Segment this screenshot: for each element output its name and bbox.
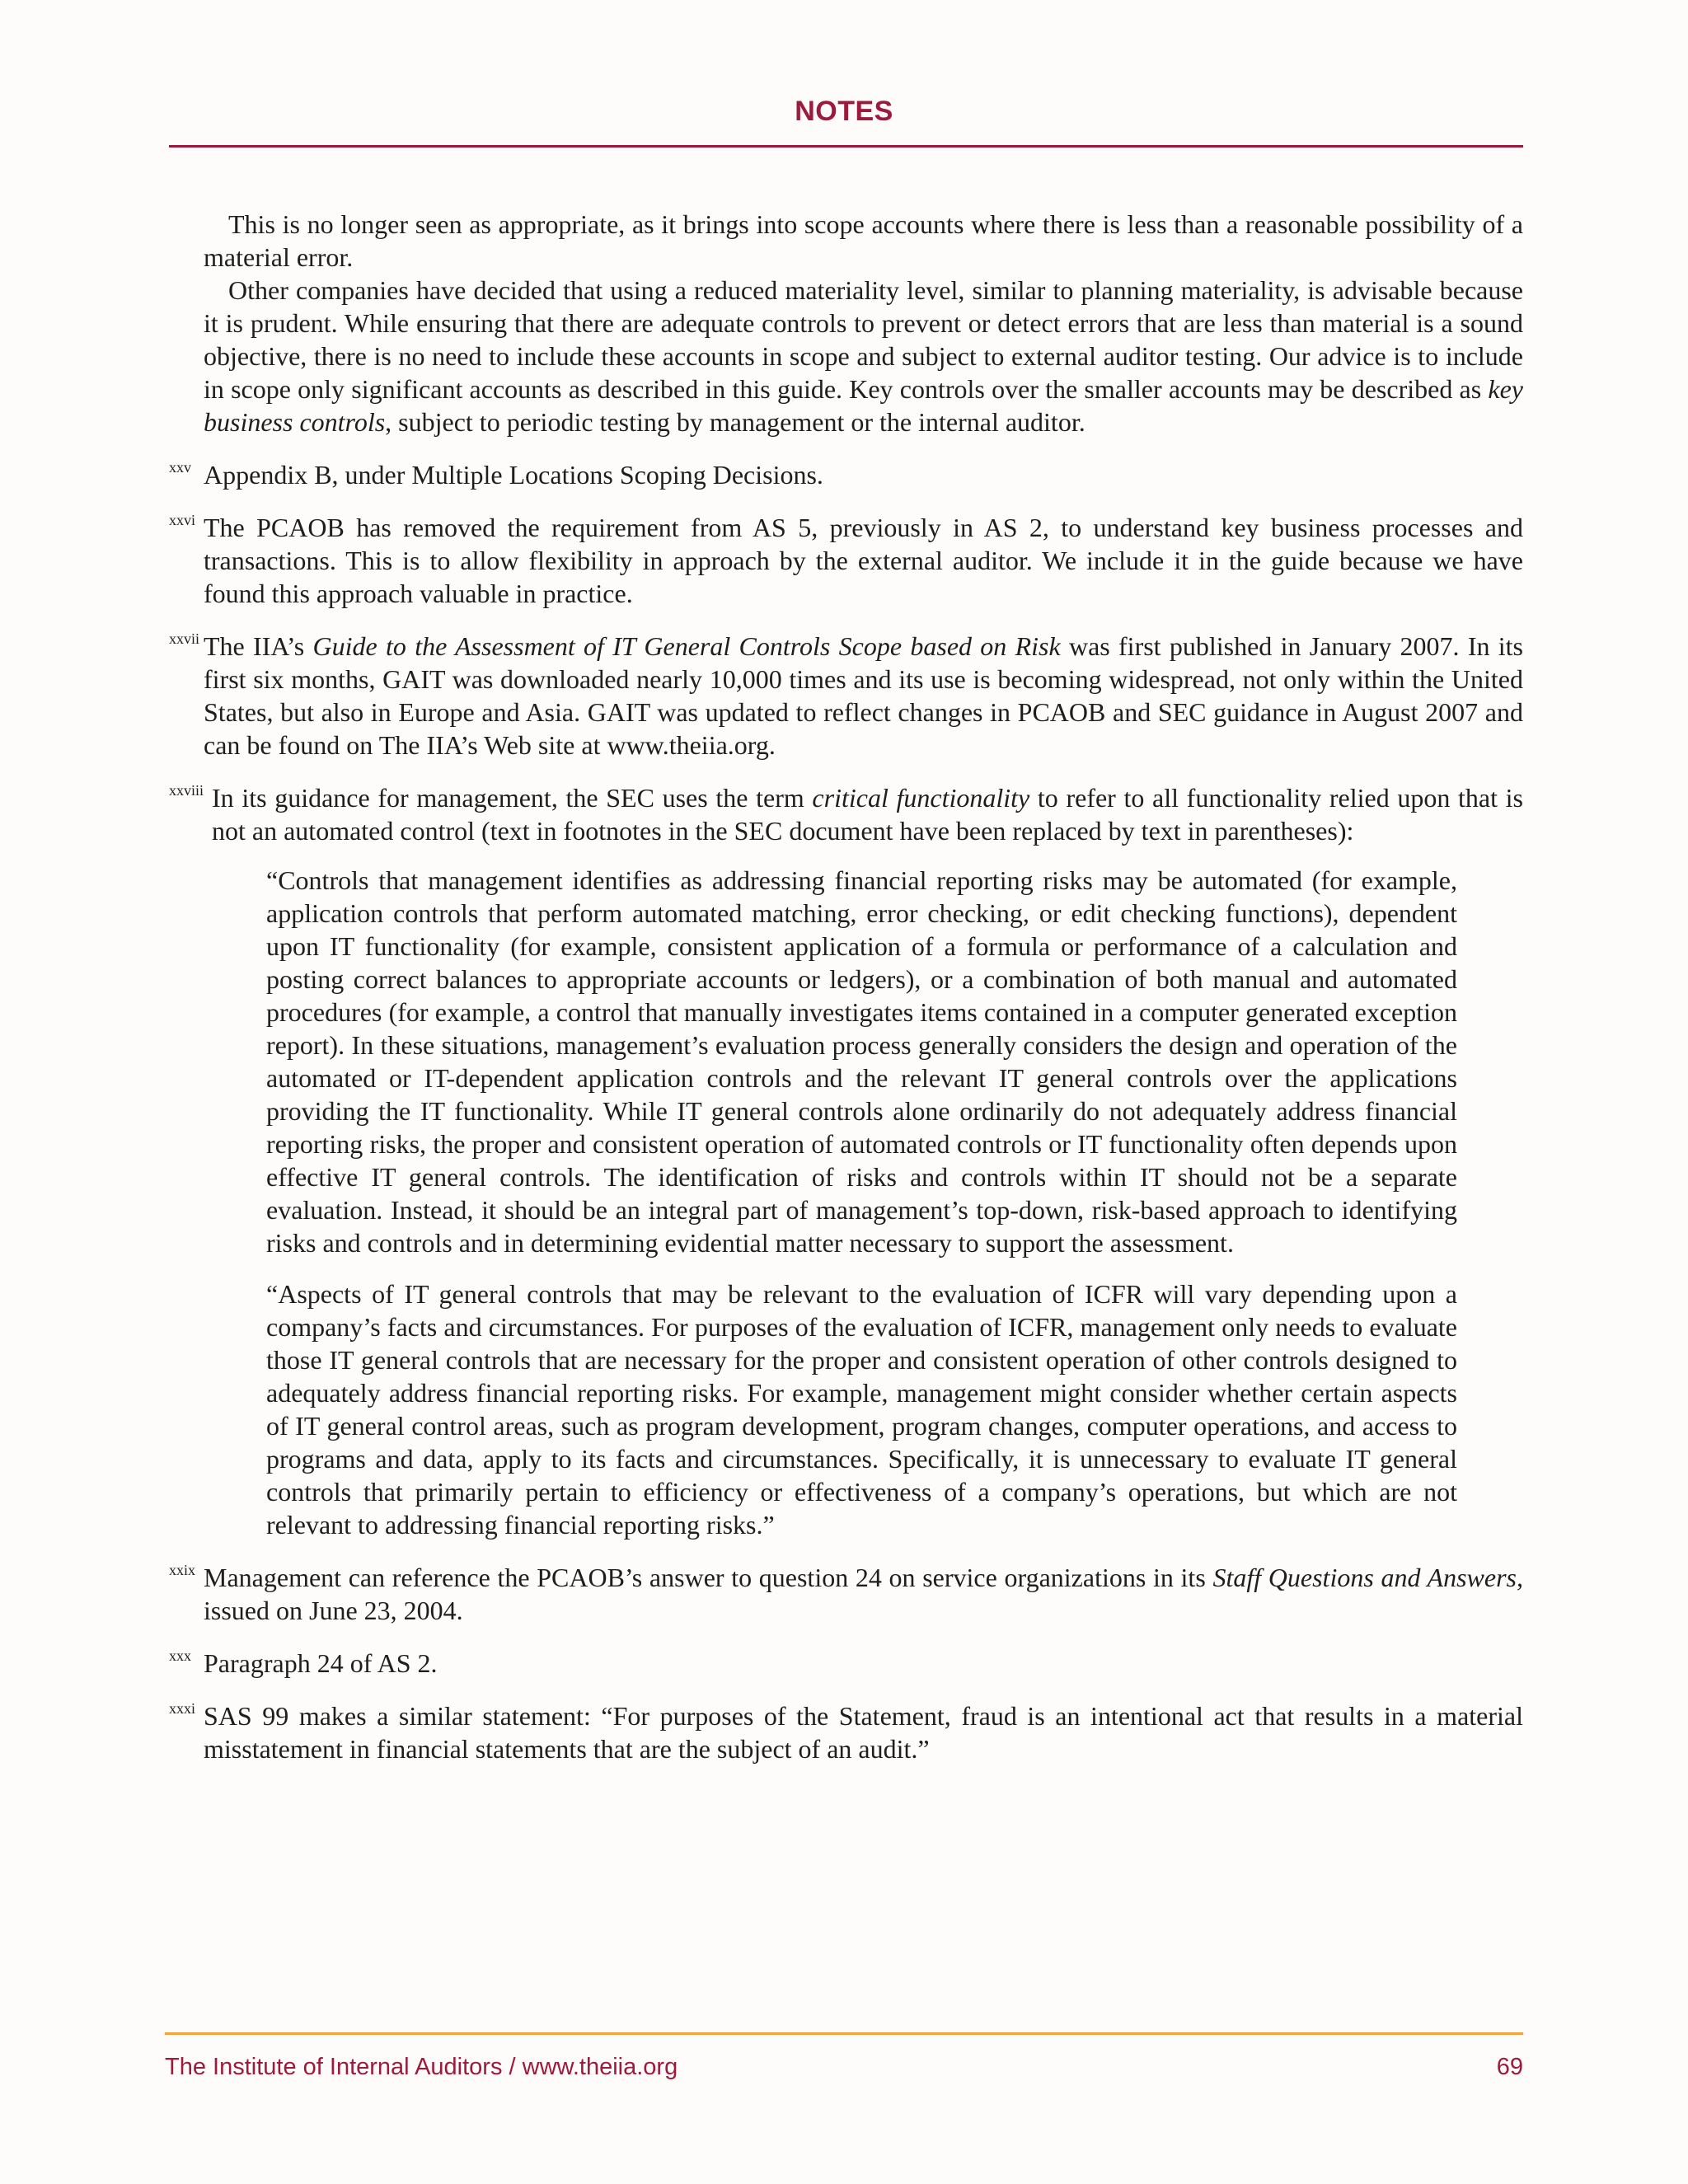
quote-paragraph-2: “Aspects of IT general controls that may be relevant to the evaluation of ICFR will vary depending upon a company’s facts and circumstances. For purposes of the evaluation of ICFR, management only needs to evaluate those IT general controls that are necessary for the proper and consistent operation of other controls designed to adequately address financial reporting risks. For example, management might consider whether certain aspects of IT general control areas, such as program development, program changes, computer operations, and access to programs and data, apply to its facts and circumstances. Specifically, it is unnecessary to evaluate IT general controls that primarily pertain to efficiency or effectiveness of a company’s operations, but which are not relevant to addressing financial reporting risks.” bbox=[266, 1279, 1457, 1540]
gait-guide-title: Guide to the Assessment of IT General Controls Scope based on Risk bbox=[312, 631, 1061, 661]
endnote-marker: xxviii bbox=[169, 782, 204, 799]
endnote-text: SAS 99 makes a similar statement: “For purposes of the Statement, fraud is an intentional act that results in a material misstatement in financial statements that are the subject of an audit.” bbox=[204, 1701, 1523, 1764]
endnote-marker: xxxi bbox=[169, 1700, 196, 1717]
footer-source: The Institute of Internal Auditors / www.theiia.org bbox=[165, 2054, 678, 2080]
endnote-xxvi bbox=[169, 511, 1523, 610]
endnote-marker: xxvi bbox=[169, 512, 196, 528]
endnote-text-lead: In its guidance for management, the SEC uses the term bbox=[212, 783, 813, 813]
endnote-text bbox=[212, 781, 1523, 847]
quote-paragraph-1: “Controls that management identifies as addressing financial reporting risks may be automated (for example, application controls that perform automated matching, error checking, or edit checking functions), dependent upon IT functionality (for example, consistent application of a formula or performance of a calculation and posting correct balances to appropriate accounts or ledgers), or a combination of both manual and automated procedures (for example, a control that manually investigates items contained in a computer generated exception report). In these situations, management’s evaluation process generally considers the design and operation of the automated or IT-dependent application controls and the relevant IT general controls over the applications providing the IT functionality. While IT general controls alone ordinarily do not adequately address financial reporting risks, the proper and consistent operation of automated controls or IT functionality often depends upon effective IT general controls. The identification of risks and controls within IT should not be a separate evaluation. Instead, it should be an integral part of management’s top-down, risk-based approach to identifying risks and controls and in determining evidential matter necessary to support the assessment. bbox=[266, 865, 1457, 1258]
critical-functionality-term: critical functionality bbox=[812, 783, 1030, 813]
endnote-xxx bbox=[169, 1647, 1523, 1680]
notes-body bbox=[169, 208, 1523, 1765]
endnote-marker: xxx bbox=[169, 1647, 191, 1664]
header-divider bbox=[169, 145, 1523, 148]
endnote-xxxi bbox=[169, 1699, 1523, 1765]
page-header-title: NOTES bbox=[795, 96, 893, 127]
endnote-text: Paragraph 24 of AS 2. bbox=[204, 1648, 438, 1678]
endnote-text-tail: to refer to all functionality relied upon that is not an automated control (text in footnotes in the SEC document have been replaced by text in parentheses): bbox=[212, 783, 1524, 846]
endnote-text-tail: issued on June 23, 2004. bbox=[204, 1596, 463, 1625]
endnote-xxvii bbox=[169, 630, 1523, 762]
endnote-marker: xxv bbox=[169, 459, 191, 476]
endnote-xxviii bbox=[169, 781, 1523, 847]
intro-paragraph-2-tail: , subject to periodic testing by management or the internal auditor. bbox=[385, 407, 1085, 437]
endnote-xxv bbox=[169, 458, 1523, 491]
intro-continuation bbox=[169, 208, 1523, 438]
key-business-controls-term: key business controls bbox=[204, 374, 1523, 437]
intro-paragraph-2 bbox=[204, 274, 1523, 438]
endnote-marker: xxix bbox=[169, 1562, 196, 1578]
staff-questions-title: Staff Questions and Answers, bbox=[1212, 1563, 1524, 1592]
intro-paragraph-2-text: Other companies have decided that using a reduced materiality level, similar to planning materiality, is advisable because it is prudent. While ensuring that there are adequate controls to prevent or detect errors that are less than material is a sound objective, there is no need to include these accounts in scope and subject to external auditor testing. Our advice is to include in scope only significant accounts as described in this guide. Key controls over the smaller accounts may be described as bbox=[204, 275, 1523, 404]
intro-paragraph-1: This is no longer seen as appropriate, as it brings into scope accounts where there is less than a reasonable possibility of a material error. bbox=[204, 209, 1523, 272]
endnote-xxix bbox=[169, 1561, 1523, 1627]
page-number: 69 bbox=[1496, 2054, 1523, 2080]
endnote-text-tail: was first published in January 2007. In its first six months, GAIT was downloaded nearly 10,000 times and its use is becoming widespread, not only within the United States, but also in Europe and Asia. GAIT was updated to reflect changes in PCAOB and SEC guidance in August 2007 and can be found on The IIA’s Web site at www.theiia.org. bbox=[204, 631, 1524, 760]
endnote-marker: xxvii bbox=[169, 630, 200, 647]
endnote-text: The IIA’s bbox=[204, 631, 313, 661]
endnote-text: Appendix B, under Multiple Locations Scoping Decisions. bbox=[204, 460, 823, 490]
footer-divider bbox=[165, 2032, 1523, 2035]
endnote-text: Management can reference the PCAOB’s answer to question 24 on service organizations in its bbox=[204, 1563, 1213, 1592]
endnote-text: The PCAOB has removed the requirement from AS 5, previously in AS 2, to understand key business processes and transactions. This is to allow flexibility in approach by the external auditor. We include it in the guide because we have found this approach valuable in practice. bbox=[204, 513, 1523, 608]
sec-guidance-quote bbox=[266, 864, 1457, 1541]
